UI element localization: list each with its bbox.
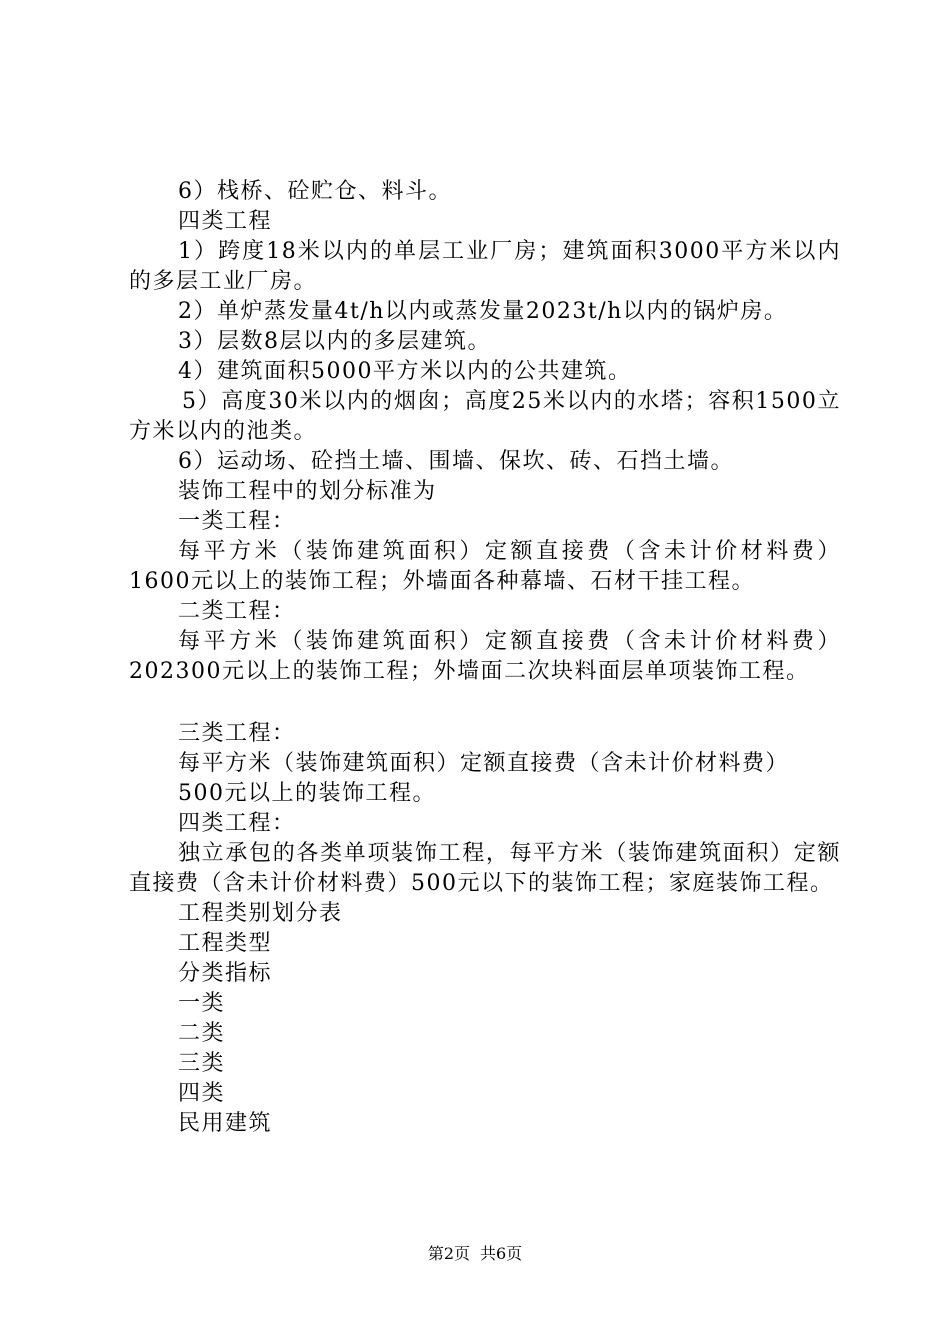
- paragraph: 民用建筑: [178, 1111, 273, 1136]
- paragraph: 工程类型: [178, 931, 273, 956]
- paragraph: 6）运动场、砼挡土墙、围墙、保坎、砖、石挡土墙。: [178, 449, 734, 474]
- paragraph: 二类: [178, 1021, 226, 1046]
- paragraph: 四类: [178, 1081, 226, 1106]
- paragraph: 工程类别划分表: [178, 901, 343, 926]
- paragraph: 3）层数8层以内的多层建筑。: [178, 329, 491, 354]
- paragraph: 四类工程: [178, 209, 273, 234]
- page-footer: [0, 1243, 950, 1265]
- paragraph: 4）建筑面积5000平方米以内的公共建筑。: [178, 359, 632, 384]
- paragraph: 6）栈桥、砼贮仓、料斗。: [178, 179, 452, 204]
- page-total: 共6页: [480, 1244, 523, 1263]
- paragraph: 四类工程：: [178, 811, 296, 836]
- page-number: 第2页: [427, 1244, 470, 1263]
- paragraph: 装饰工程中的划分标准为: [178, 479, 437, 504]
- paragraph: 三类工程：: [178, 721, 296, 746]
- paragraph: 500元以上的装饰工程。: [178, 781, 436, 806]
- paragraph: 5）高度30米以内的烟囱；高度25米以内的水塔；容积1500立方米以内的池类。: [129, 389, 841, 444]
- paragraph: 二类工程：: [178, 599, 296, 624]
- document-body: [129, 177, 841, 1139]
- paragraph: 每平方米（装饰建筑面积）定额直接费（含未计价材料费）1600元以上的装饰工程；外墙面各种幕墙、石材干挂工程。: [129, 539, 841, 594]
- paragraph: 三类: [178, 1051, 226, 1076]
- paragraph: 一类: [178, 991, 226, 1016]
- paragraph: 一类工程：: [178, 509, 296, 534]
- paragraph: 独立承包的各类单项装饰工程，每平方米（装饰建筑面积）定额直接费（含未计价材料费）500元以下的装饰工程；家庭装饰工程。: [129, 841, 841, 896]
- paragraph: 分类指标: [178, 961, 273, 986]
- paragraph: 1）跨度18米以内的单层工业厂房；建筑面积3000平方米以内的多层工业厂房。: [129, 239, 841, 294]
- paragraph: 每平方米（装饰建筑面积）定额直接费（含未计价材料费）202300元以上的装饰工程；外墙面二次块料面层单项装饰工程。: [129, 629, 841, 684]
- paragraph: 每平方米（装饰建筑面积）定额直接费（含未计价材料费）: [178, 751, 790, 776]
- paragraph: 2）单炉蒸发量4t/h以内或蒸发量2023t/h以内的锅炉房。: [178, 299, 788, 324]
